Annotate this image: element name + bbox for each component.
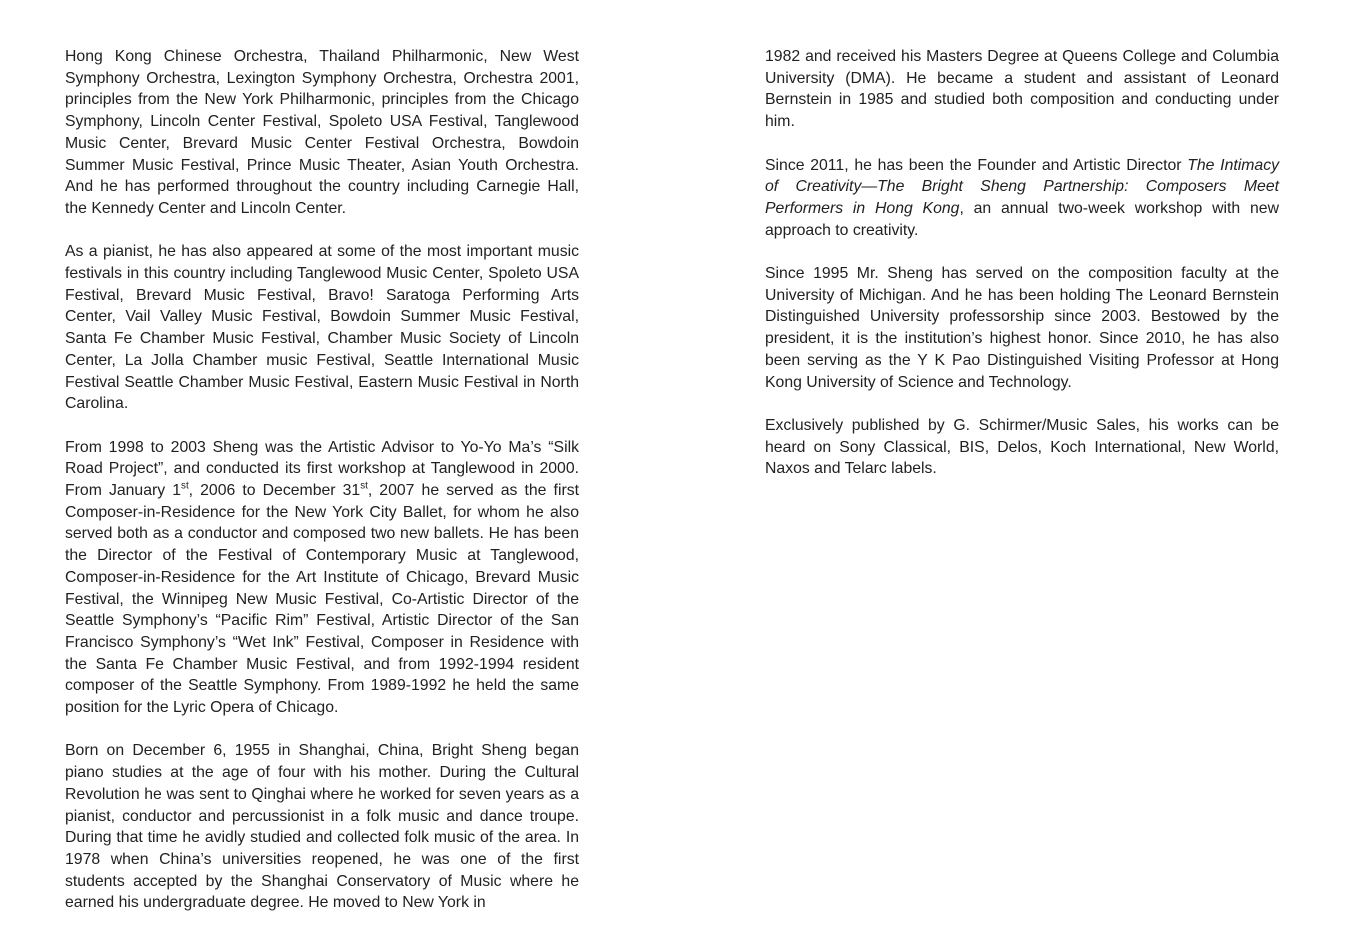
paragraph — [65, 740, 579, 914]
text-run: From 1998 to 2003 Sheng was the Artistic Advisor to Yo-Yo Ma’s “Silk Road Project”, and conducted its first workshop at Tanglewood in 2000. From January 1 — [65, 438, 579, 500]
paragraph — [765, 415, 1279, 480]
text-run: , 2007 he served as the first Composer-in-Residence for the New York City Ballet, for whom he also served both as a conductor and composed two new ballets. He has been the Director of the Festival of Contemporary Music at Tanglewood, Composer-in-Residence for the Art Institute of Chicago, Brevard Music Festival, the Winnipeg New Music Festival, Co-Artistic Director of the Seattle Symphony’s “Pacific Rim” Festival, Artistic Director of the San Francisco Symphony’s “Wet Ink” Festival, Composer in Residence with the Santa Fe Chamber Music Festival, and from 1992-1994 resident composer of the Seattle Symphony. From 1989-1992 he held the same position for the Lyric Opera of Chicago. — [65, 482, 580, 717]
text-run: As a pianist, he has also appeared at some of the most important music festivals in this country including Tanglewood Music Center, Spoleto USA Festival, Brevard Music Festival, Bravo! Saratoga Performing Arts Center, Vail Valley Music Festival, Bowdoin Summer Music Festival, Santa Fe Chamber Music Festival, Chamber Music Society of Lincoln Center, La Jolla Chamber music Festival, Seattle International Music Festival Seattle Chamber Music Festival, Eastern Music Festival in North Carolina. — [65, 243, 579, 413]
superscript-text-run: st — [181, 480, 189, 492]
right-text-column — [765, 46, 1279, 502]
paragraph — [765, 263, 1279, 393]
text-run: , an annual two-week workshop with new approach to creativity. — [765, 199, 1279, 239]
text-run: Hong Kong Chinese Orchestra, Thailand Philharmonic, New West Symphony Orchestra, Lexington Symphony Orchestra, Orchestra 2001, principles from the New York Philharmonic, principles from the Chicago Symphony, Lincoln Center Festival, Spoleto USA Festival, Tanglewood Music Center, Brevard Music Center Festival Orchestra, Bowdoin Summer Music Festival, Prince Music Theater, Asian Youth Orchestra. And he has performed throughout the country including Carnegie Hall, the Kennedy Center and Lincoln Center. — [65, 48, 579, 217]
left-text-column — [65, 46, 579, 936]
text-run: Exclusively published by G. Schirmer/Music Sales, his works can be heard on Sony Classical, BIS, Delos, Koch International, New World, Naxos and Telarc labels. — [765, 416, 1279, 478]
paragraph — [65, 46, 579, 220]
text-run: 1982 and received his Masters Degree at Queens College and Columbia University (DMA). He became a student and assistant of Leonard Bernstein in 1985 and studied both composition and conducting under him. — [765, 48, 1279, 131]
text-run: Since 2011, he has been the Founder and Artistic Director — [765, 156, 1188, 174]
paragraph — [65, 241, 579, 415]
superscript-text-run: st — [360, 480, 368, 492]
paragraph — [765, 155, 1279, 242]
text-run: Since 1995 Mr. Sheng has served on the composition faculty at the University of Michigan. And he has been holding The Leonard Bernstein Distinguished University professorship since 2003. Bestowed by the president, it is the institution’s highest honor. Since 2010, he has also been serving as the Y K Pao Distinguished Visiting Professor at Hong Kong University of Science and Technology. — [765, 265, 1279, 391]
text-run: Born on December 6, 1955 in Shanghai, China, Bright Sheng began piano studies at the age of four with his mother. During the Cultural Revolution he was sent to Qinghai where he worked for seven years as a pianist, conductor and percussionist in a folk music and dance troupe. During that time he avidly studied and collected folk music of the area. In 1978 when China’s universities reopened, he was one of the first students accepted by the Shanghai Conservatory of Music where he earned his undergraduate degree. He moved to New York in — [65, 742, 579, 912]
paragraph — [65, 437, 579, 719]
paragraph — [765, 46, 1279, 133]
italic-text-run: The Intimacy of Creativity—The Bright Sheng Partnership: Composers Meet Performers in Hong Kong — [765, 156, 1279, 217]
text-run: , 2006 to December 31 — [188, 482, 361, 500]
